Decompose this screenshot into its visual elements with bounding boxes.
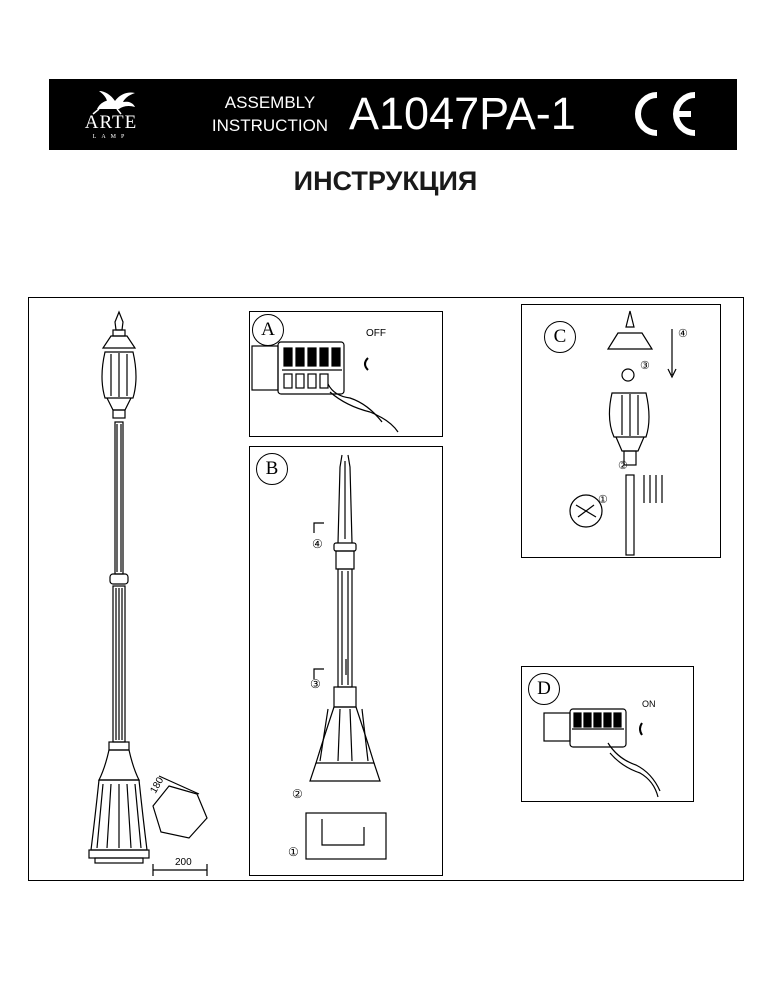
model-number: A1047PA-1 (349, 88, 576, 139)
dimension-width: 200 (175, 857, 192, 868)
step-c-marker-4: ④ (678, 328, 688, 340)
assembly-line-1: ASSEMBLY (224, 93, 316, 112)
step-b-marker-4: ④ (312, 537, 323, 551)
step-c-panel (521, 304, 721, 558)
step-b-panel (249, 446, 443, 876)
step-d-panel (521, 666, 694, 802)
overview-panel (28, 297, 210, 881)
step-b-label: B (256, 453, 288, 485)
dimension-diag: 180 (148, 775, 167, 796)
switch-on-label: ON (642, 699, 656, 709)
step-c-marker-3: ③ (640, 360, 650, 372)
brand-sub: LAMP (92, 134, 130, 140)
switch-off-label: OFF (366, 328, 386, 339)
step-c-label: C (544, 321, 576, 353)
step-b-marker-1: ① (288, 845, 299, 859)
step-c-marker-1: ① (598, 494, 608, 506)
step-c-marker-2: ② (618, 460, 628, 472)
step-d-label: D (528, 673, 560, 705)
brand-name: ARTE (84, 112, 138, 133)
step-a-panel (249, 311, 443, 437)
lamp-post-drawing (29, 298, 209, 880)
assembly-instruction-label (202, 91, 338, 137)
step-a-label: A (252, 314, 284, 346)
pole-installation-drawing (250, 447, 442, 875)
pegasus-icon (75, 85, 147, 115)
step-b-marker-2: ② (292, 787, 303, 801)
header-bar (49, 79, 737, 150)
brand-logo (75, 85, 155, 145)
step-b-marker-3: ③ (310, 677, 321, 691)
document-title: ИНСТРУКЦИЯ (293, 166, 478, 196)
ce-mark-icon (627, 87, 699, 141)
assembly-line-2: INSTRUCTION (211, 116, 329, 135)
